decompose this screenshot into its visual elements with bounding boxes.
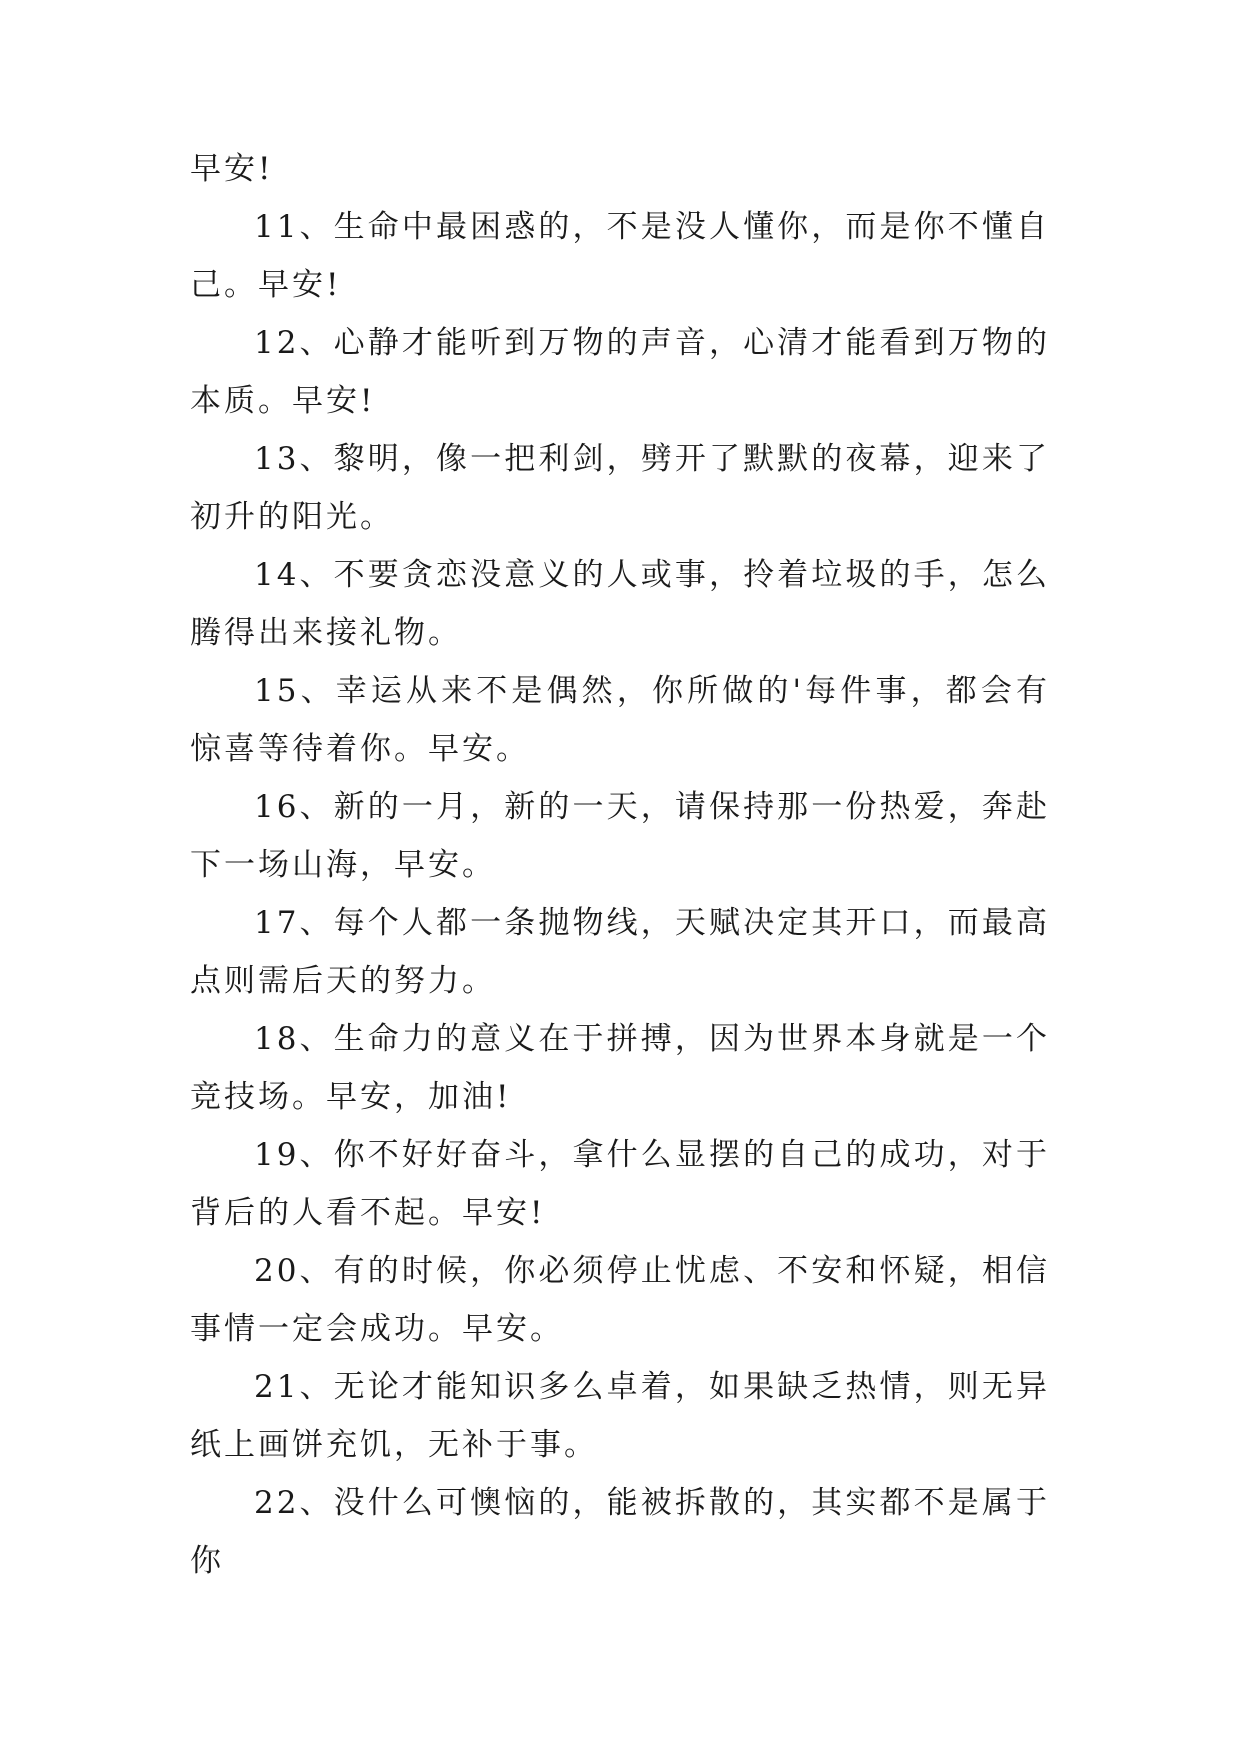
paragraph-21: 21、无论才能知识多么卓着，如果缺乏热情，则无异纸上画饼充饥，无补于事。 — [190, 1369, 1050, 1463]
paragraph-17: 17、每个人都一条抛物线，天赋决定其开口，而最高点则需后天的努力。 — [190, 905, 1050, 999]
document-page — [190, 140, 1050, 1590]
paragraph-19: 19、你不好好奋斗，拿什么显摆的自己的成功，对于背后的人看不起。早安! — [190, 1137, 1050, 1231]
paragraph-14: 14、不要贪恋没意义的人或事，拎着垃圾的手，怎么腾得出来接礼物。 — [190, 557, 1050, 651]
paragraph-18: 18、生命力的意义在于拼搏，因为世界本身就是一个竞技场。早安，加油! — [190, 1021, 1050, 1115]
paragraph-22: 22、没什么可懊恼的，能被拆散的，其实都不是属于你 — [190, 1485, 1050, 1579]
paragraph-13: 13、黎明，像一把利剑，劈开了默默的夜幕，迎来了初升的阳光。 — [190, 441, 1050, 535]
paragraph-16: 16、新的一月，新的一天，请保持那一份热爱，奔赴下一场山海，早安。 — [190, 789, 1050, 883]
paragraph-12: 12、心静才能听到万物的声音，心清才能看到万物的本质。早安! — [190, 325, 1050, 419]
paragraph-continuation: 早安! — [190, 151, 274, 187]
paragraph-15: 15、幸运从来不是偶然，你所做的'每件事，都会有惊喜等待着你。早安。 — [190, 673, 1050, 767]
paragraph-20: 20、有的时候，你必须停止忧虑、不安和怀疑，相信事情一定会成功。早安。 — [190, 1253, 1050, 1347]
paragraph-11: 11、生命中最困惑的，不是没人懂你，而是你不懂自己。早安! — [190, 209, 1050, 303]
